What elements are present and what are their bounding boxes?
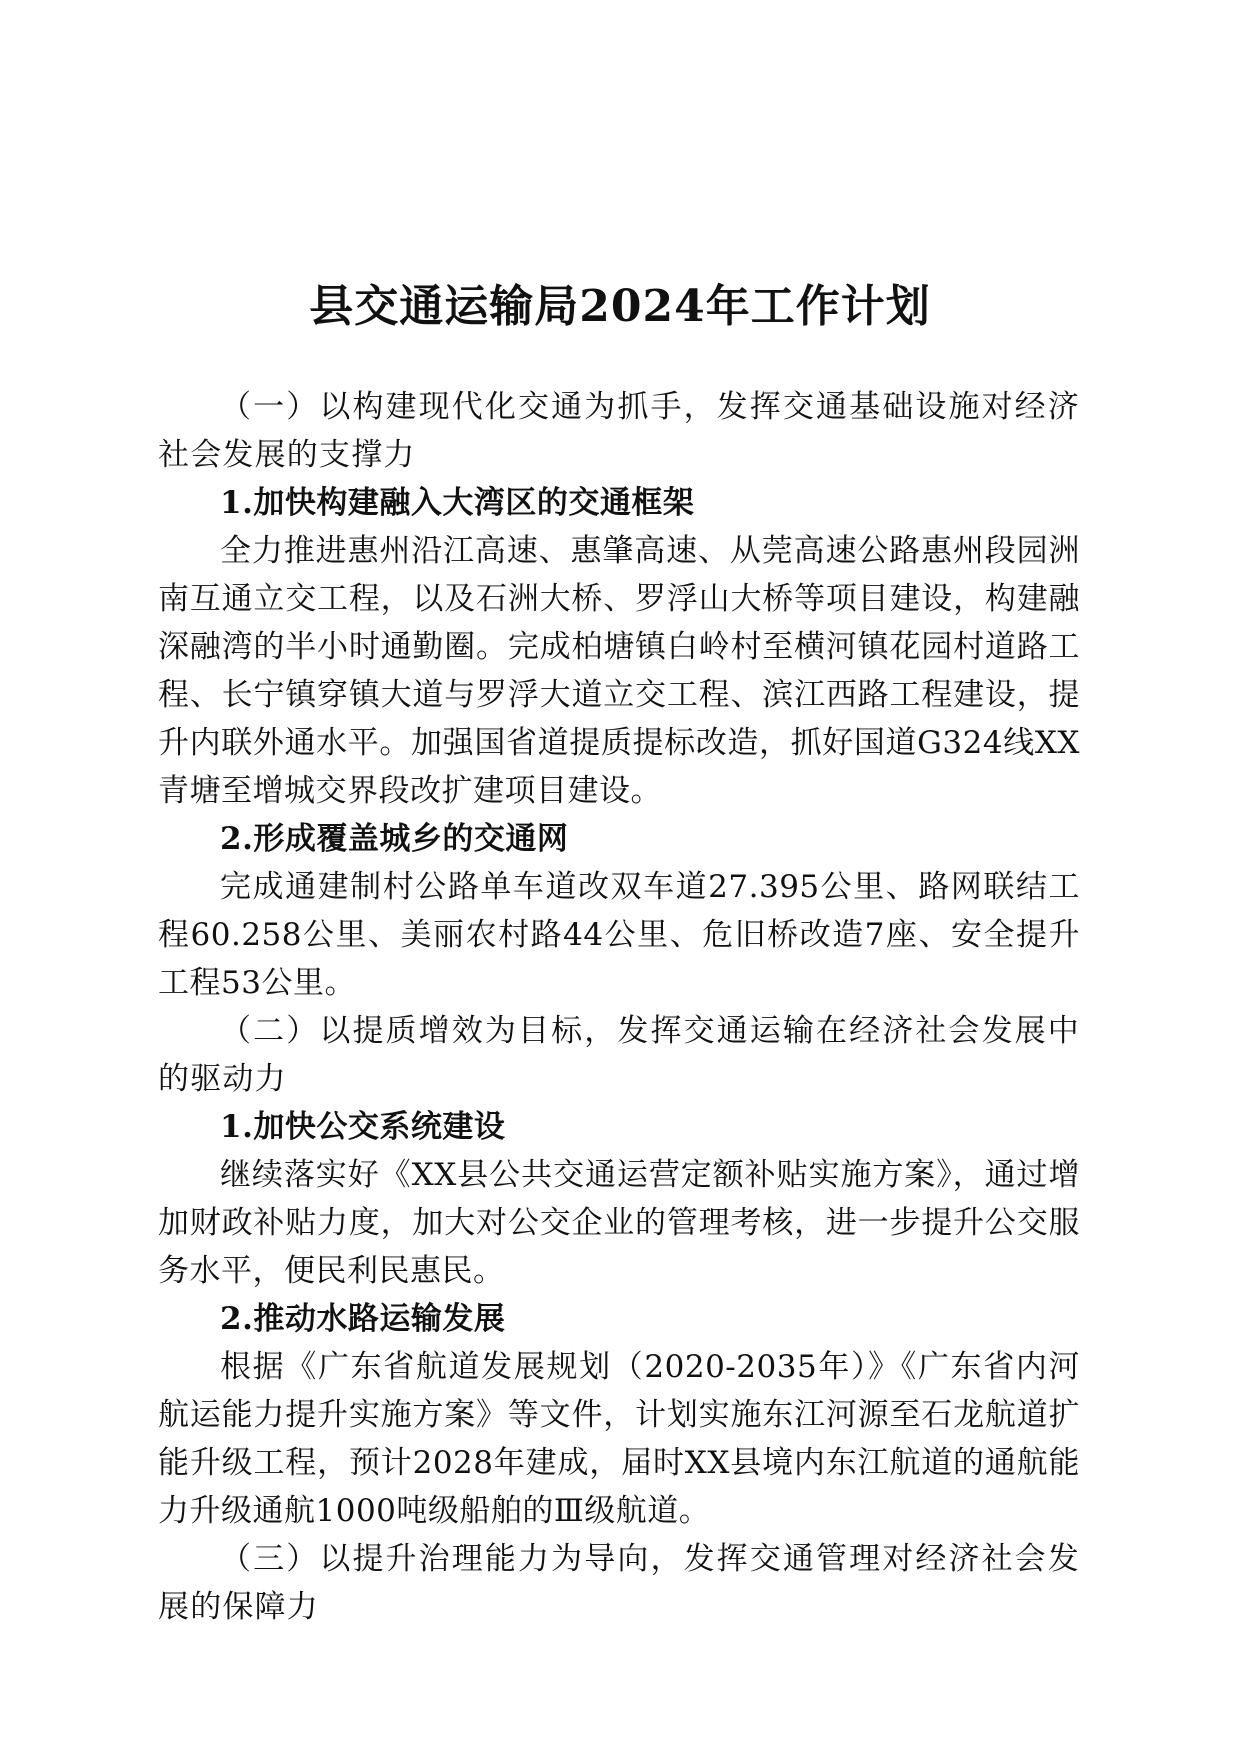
section-heading-2: （二）以提质增效为目标，发挥交通运输在经济社会发展中的驱动力 [158, 1013, 1080, 1097]
subheading-2-2: 2.推动水路运输发展 [220, 1301, 506, 1337]
body-paragraph: 完成通建制村公路单车道改双车道27.395公里、路网联结工程60.258公里、美丽农村路44公里、危旧桥改造7座、安全提升工程53公里。 [158, 869, 1080, 1001]
section-heading-1: （一）以构建现代化交通为抓手，发挥交通基础设施对经济社会发展的支撑力 [158, 389, 1080, 473]
subheading-1-1: 1.加快构建融入大湾区的交通框架 [220, 485, 695, 521]
subheading-2-1: 1.加快公交系统建设 [220, 1109, 506, 1145]
document-body [158, 383, 1080, 1631]
body-paragraph: 根据《广东省航道发展规划（2020-2035年）》《广东省内河航运能力提升实施方案》等文件，计划实施东江河源至石龙航道扩能升级工程，预计2028年建成，届时XX县境内东江航道的通航能力升级通航1000吨级船舶的Ⅲ级航道。 [158, 1349, 1080, 1529]
subheading-1-2: 2.形成覆盖城乡的交通网 [220, 821, 569, 857]
body-paragraph: 全力推进惠州沿江高速、惠肇高速、从莞高速公路惠州段园洲南互通立交工程，以及石洲大桥、罗浮山大桥等项目建设，构建融深融湾的半小时通勤圈。完成柏塘镇白岭村至横河镇花园村道路工程、长宁镇穿镇大道与罗浮大道立交工程、滨江西路工程建设，提升内联外通水平。加强国省道提质提标改造，抓好国道G324线XX青塘至增城交界段改扩建项目建设。 [158, 533, 1080, 809]
document-title: 县交通运输局2024年工作计划 [309, 281, 931, 333]
body-paragraph: 继续落实好《XX县公共交通运营定额补贴实施方案》，通过增加财政补贴力度，加大对公交企业的管理考核，进一步提升公交服务水平，便民利民惠民。 [158, 1157, 1080, 1289]
section-heading-3: （三）以提升治理能力为导向，发挥交通管理对经济社会发展的保障力 [158, 1541, 1080, 1625]
